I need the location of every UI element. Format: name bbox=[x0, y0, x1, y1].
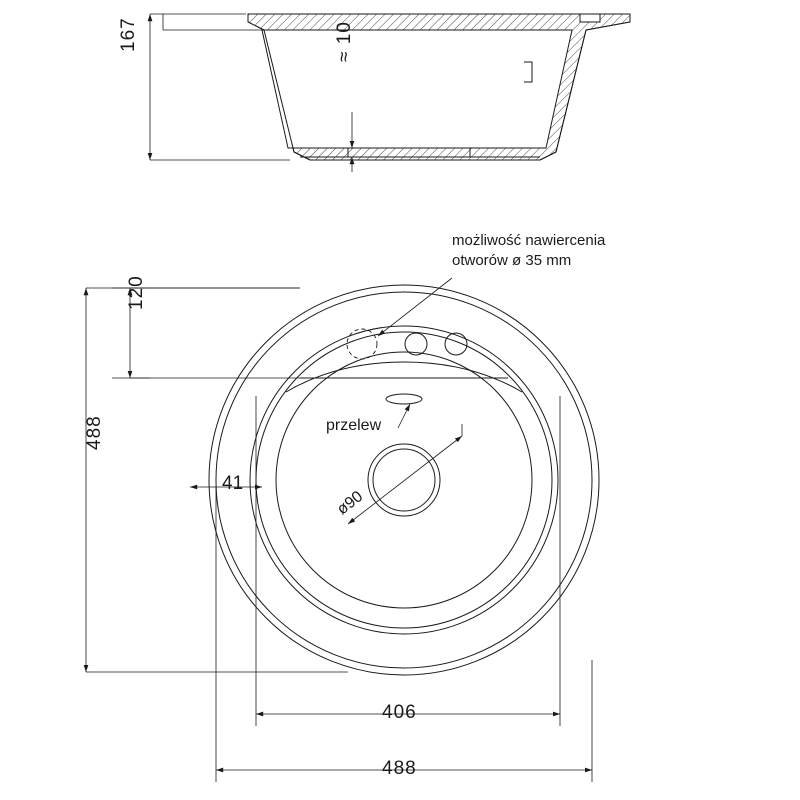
dimension-406 bbox=[256, 396, 560, 726]
dimension-label-120: 120 bbox=[126, 275, 147, 310]
drain-diameter-label: ø90 bbox=[334, 488, 367, 519]
drill-note-line2: otworów ø 35 mm bbox=[452, 252, 572, 269]
dimension-label-41: 41 bbox=[222, 473, 244, 494]
dimension-label-bottom-thickness: ≈ 10 bbox=[334, 21, 355, 62]
leader-overflow bbox=[398, 404, 410, 428]
drill-note-line1: możliwość nawiercenia bbox=[452, 232, 606, 249]
dimension-label-488-vertical: 488 bbox=[84, 415, 105, 450]
leader-drain-diameter bbox=[348, 424, 462, 524]
top-view-geometry bbox=[209, 285, 599, 675]
dimension-label-167: 167 bbox=[118, 17, 139, 52]
overflow-label: przelew bbox=[326, 417, 382, 434]
dimension-label-406: 406 bbox=[382, 702, 417, 723]
leader-drill-note bbox=[378, 278, 452, 336]
dimension-label-488-horizontal: 488 bbox=[382, 758, 417, 779]
section-view-geometry bbox=[248, 14, 630, 160]
dimension-488-vertical bbox=[86, 288, 348, 672]
